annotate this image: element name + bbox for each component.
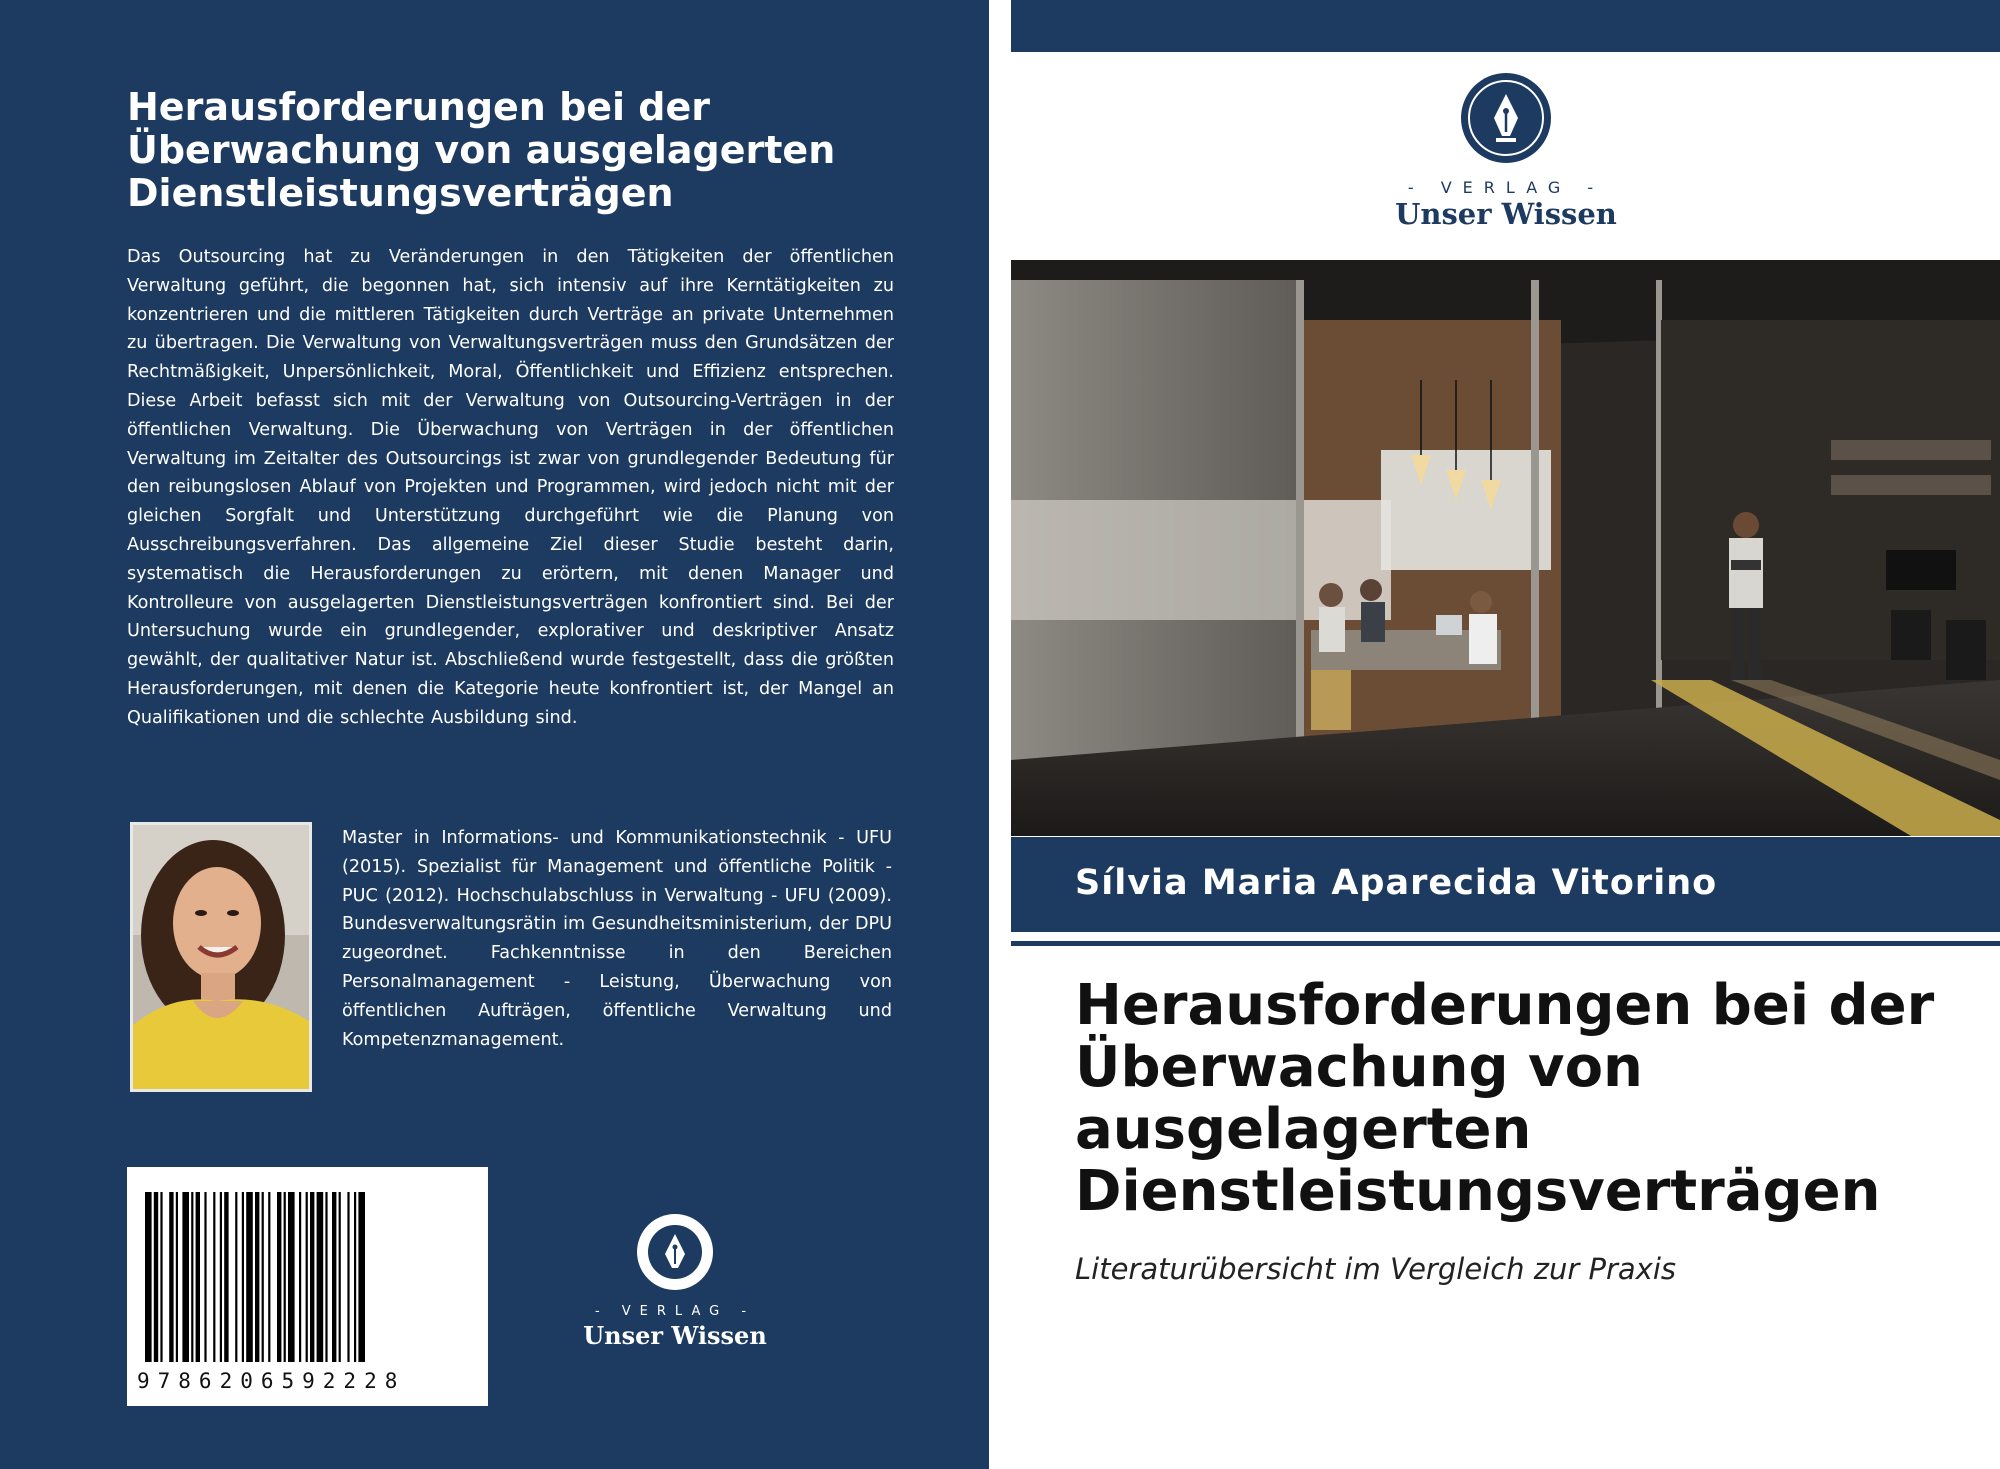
barcode-bar xyxy=(277,1192,281,1362)
back-cover-title: Herausforderungen bei der Überwachung von ausgelagerten Dienstleistungsverträgen xyxy=(127,85,836,215)
barcode-bar xyxy=(358,1192,365,1362)
barcode-bar xyxy=(354,1192,356,1362)
barcode-bar xyxy=(325,1192,327,1362)
barcode-bar xyxy=(288,1192,295,1362)
author-photo xyxy=(130,822,312,1092)
front-logo-verlag: - VERLAG - xyxy=(1407,178,1605,197)
back-cover-blurb: Das Outsourcing hat zu Veränderungen in den Tätigkeiten der öffentlichen Verwaltung geführt, die begonnen hat, sich intensiv auf ihre Kerntätigkeiten zu konzentrieren und die mittleren Tätigkeiten durch Verträge an private Unternehmen zu übertragen. Die Verwaltung von Verwaltungsverträgen muss den Grundsätzen der Rechtmäßigkeit, Unpersönlichkeit, Moral, Öffentlichkeit und Effizienz entsprechen. Diese Arbeit befasst sich mit der Verwaltung von Outsourcing-Verträgen in der öffentlichen Verwaltung. Die Überwachung von Verträgen in der öffentlichen Verwaltung im Zeitalter des Outsourcings ist zwar von grundlegender Bedeutung für den reibungslosen Ablauf von Projekten und Programmen, wird jedoch nicht mit der gleichen Sorgfalt und Unterstützung durchgeführt wie die Planung von Ausschreibungsverfahren. Das allgemeine Ziel dieser Studie besteht darin, systematisch die Herausforderungen zu erörtern, mit denen Manager und Kontrolleure von ausgelagerten Dienstleistungsverträgen konfrontiert sind. Bei der Untersuchung wurde ein grundlegender, explorativer und deskriptiver Ansatz gewählt, der qualitativer Natur ist. Abschließend wurde festgestellt, dass die größten Herausforderungen, mit denen die Kategorie heute konfrontiert ist, der Mangel an Qualifikationen und die schlechte Ausbildung sind. xyxy=(127,247,894,728)
barcode-bar xyxy=(196,1192,200,1362)
barcode-bar xyxy=(169,1192,173,1362)
barcode-bar xyxy=(235,1192,237,1362)
back-publisher-logo xyxy=(580,1212,770,1350)
barcode-bar xyxy=(255,1192,259,1362)
back-cover xyxy=(0,0,989,1469)
barcode xyxy=(127,1167,488,1406)
barcode-bar xyxy=(213,1192,215,1362)
author-bio: Master in Informations- und Kommunikationstechnik - UFU (2015). Spezialist für Management und öffentliche Politik - PUC (2012). Hochschulabschluss in Verwaltung - UFU (2009). Bundesverwaltungsrätin im Gesundheitsministerium, der DPU zugeordnet. Fachkenntnisse in den Bereichen Personalmanagement - Leistung, Überwachung von öffentlichen Aufträgen, öffentliche Verwaltung und Kompetenzmanagement. xyxy=(342,828,892,1050)
back-logo-verlag: - VERLAG - xyxy=(594,1304,756,1319)
front-cover-subtitle: Literaturübersicht im Vergleich zur Praxis xyxy=(1075,1252,1677,1286)
barcode-bar xyxy=(262,1192,264,1362)
spine-gap xyxy=(989,0,1011,1469)
front-publisher-logo xyxy=(1361,72,1651,231)
barcode-bar xyxy=(317,1192,324,1362)
barcode-bars xyxy=(145,1192,470,1367)
back-logo-name: Unser Wissen xyxy=(583,1321,767,1350)
barcode-bar xyxy=(339,1192,341,1362)
front-top-bar xyxy=(1011,0,2000,52)
barcode-bar xyxy=(224,1192,228,1362)
barcode-bar xyxy=(332,1192,336,1362)
barcode-bar xyxy=(176,1192,178,1362)
barcode-bar xyxy=(268,1192,270,1362)
barcode-bar xyxy=(242,1192,244,1362)
pen-nib-icon xyxy=(635,1212,715,1292)
barcode-bar xyxy=(310,1192,314,1362)
barcode-bar xyxy=(306,1192,308,1362)
divider xyxy=(1011,941,2000,946)
pen-nib-icon xyxy=(1460,72,1552,164)
barcode-bar xyxy=(154,1192,158,1362)
barcode-bar xyxy=(220,1192,222,1362)
barcode-bar xyxy=(284,1192,286,1362)
author-band xyxy=(1011,837,2000,932)
barcode-bar xyxy=(246,1192,253,1362)
office-photo xyxy=(1011,260,2000,836)
author-name: Sílvia Maria Aparecida Vitorino xyxy=(1075,863,1718,903)
barcode-bar xyxy=(160,1192,162,1362)
barcode-bar xyxy=(145,1192,152,1362)
front-logo-name: Unser Wissen xyxy=(1395,197,1617,231)
barcode-bar xyxy=(204,1192,206,1362)
barcode-bar xyxy=(182,1192,189,1362)
front-cover-title: Herausforderungen bei der Überwachung von ausgelagerten Dienstleistungsverträgen xyxy=(1075,973,1935,1224)
barcode-bar xyxy=(191,1192,193,1362)
isbn-digits: 9786206592228 xyxy=(137,1369,406,1393)
front-cover xyxy=(1011,0,2000,1469)
barcode-bar xyxy=(299,1192,301,1362)
barcode-bar xyxy=(347,1192,349,1362)
